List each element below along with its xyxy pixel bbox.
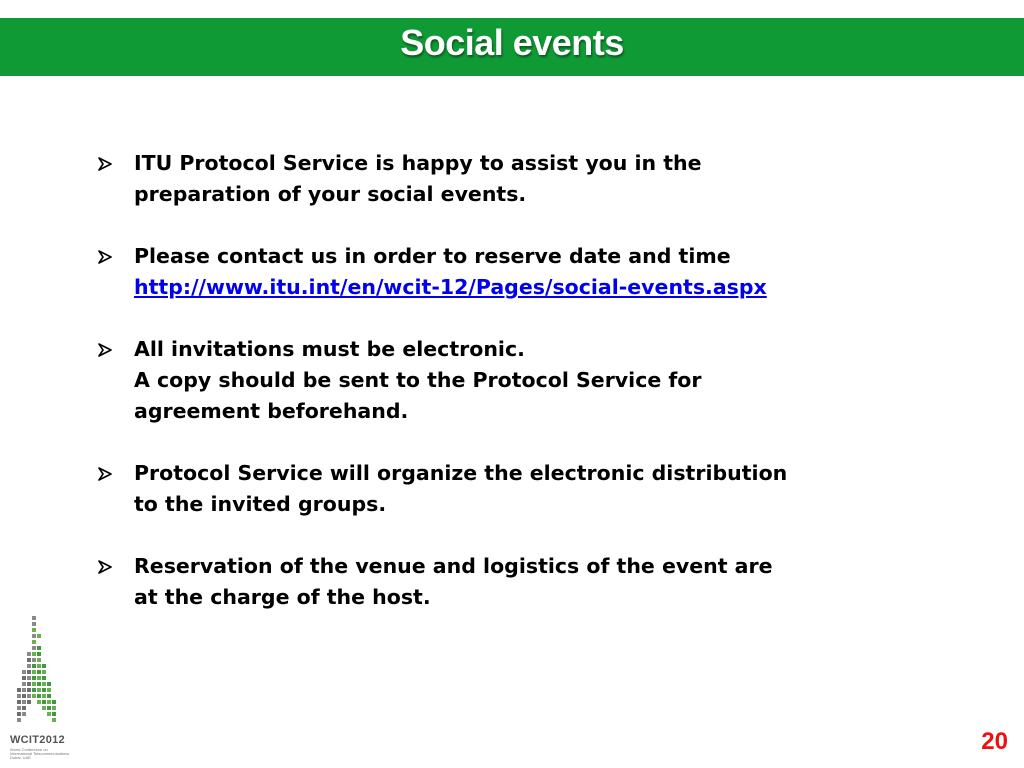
bullet-text-line: at the charge of the host. bbox=[134, 585, 431, 609]
bullet-text-line: Protocol Service will organize the electronic distribution bbox=[134, 461, 788, 485]
wcit-tower-logo-icon bbox=[4, 612, 70, 734]
arrowhead-bullet-icon bbox=[98, 241, 118, 272]
bullet-text-line: agreement beforehand. bbox=[134, 399, 409, 423]
social-events-link[interactable]: http://www.itu.int/en/wcit-12/Pages/social-events.aspx bbox=[134, 275, 767, 299]
arrowhead-bullet-icon bbox=[98, 551, 118, 582]
bullet-text-line: preparation of your social events. bbox=[134, 182, 527, 206]
bullet-item bbox=[96, 551, 956, 613]
bullet-text-line: A copy should be sent to the Protocol Service for bbox=[134, 368, 702, 392]
bullet-text-line: to the invited groups. bbox=[134, 492, 387, 516]
bullet-item bbox=[96, 148, 956, 210]
arrowhead-bullet-icon bbox=[98, 458, 118, 489]
bullet-text-line: Please contact us in order to reserve date and time bbox=[134, 244, 731, 268]
logo-wordmark: WCIT2012 bbox=[10, 734, 65, 746]
page-number: 20 bbox=[981, 728, 1008, 755]
bullet-item bbox=[96, 241, 956, 303]
slide-title: Social events bbox=[400, 22, 624, 63]
bullet-item bbox=[96, 458, 956, 520]
arrowhead-bullet-icon bbox=[98, 148, 118, 179]
bullet-text-line: ITU Protocol Service is happy to assist you in the bbox=[134, 151, 702, 175]
bullet-text-line: All invitations must be electronic. bbox=[134, 337, 525, 361]
wcit-logo bbox=[4, 612, 70, 762]
title-bar bbox=[0, 18, 1024, 76]
bullet-list bbox=[96, 148, 956, 644]
bullet-item bbox=[96, 334, 956, 427]
bullet-text-line: Reservation of the venue and logistics of the event are bbox=[134, 554, 773, 578]
arrowhead-bullet-icon bbox=[98, 334, 118, 365]
logo-subtitle: World Conference on International Telecommunications Dubai, UAE bbox=[10, 747, 70, 760]
